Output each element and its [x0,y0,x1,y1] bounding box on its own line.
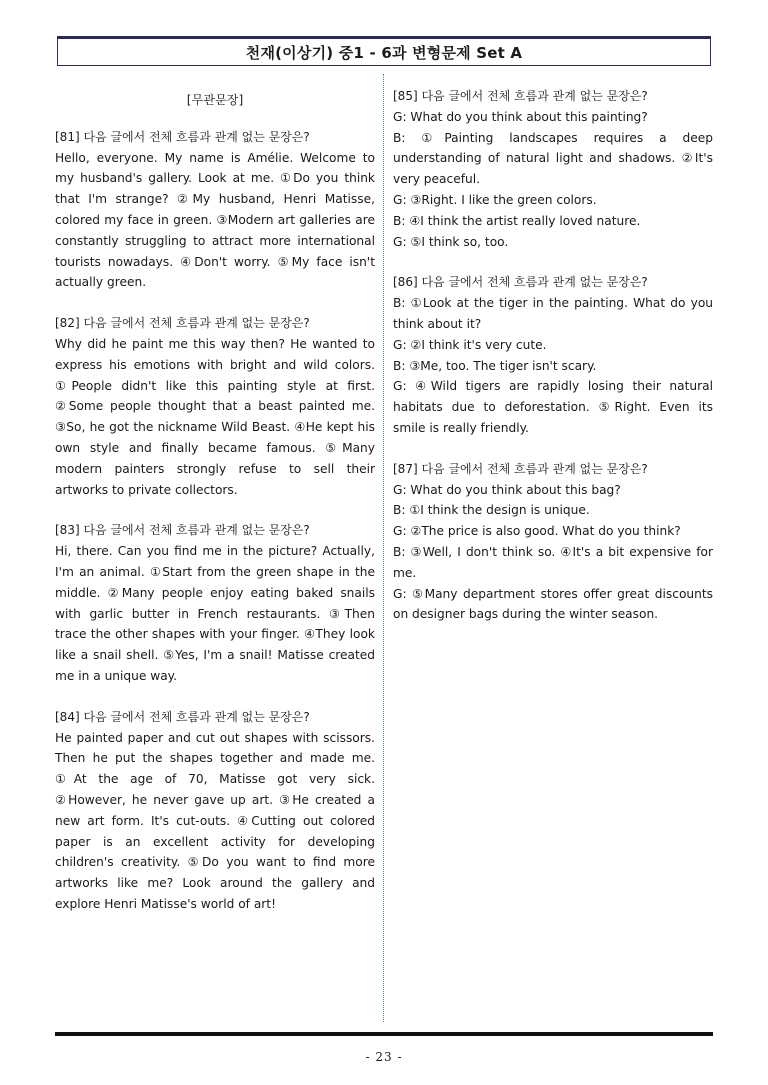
section-label: [무관문장] [186,93,244,107]
page-title: 천재(이상기) 중1 - 6과 변형문제 Set A [245,43,523,62]
dialogue [393,293,713,439]
question-passage: He painted paper and cut out shapes with scissors. Then he put the shapes together and made me. ①At the age of 70, Matisse got very sick. ②However, he never gave up art. ③He created a new art form. It's cut-outs. ④Cutting out colored paper is an excellent activity for developing children's creativity. ⑤Do you want to find more artworks like me? Look around the gallery and explore Henri Matisse's world of art! [55,730,375,911]
question-87 [393,459,713,625]
question-82 [55,313,375,500]
question-83 [55,520,375,686]
dialogue-line: B: ③Well, I don't think so. ④It's a bit expensive for me. [393,544,713,580]
dialogue-line: G: ⑤Many department stores offer great discounts on designer bags during the winter season. [393,586,713,622]
question-heading: [86] 다음 글에서 전체 흐름과 관계 없는 문장은? [393,275,648,290]
column-divider [383,74,384,1022]
question-heading: [85] 다음 글에서 전체 흐름과 관계 없는 문장은? [393,89,648,103]
page-header [57,36,711,66]
question-passage: Hello, everyone. My name is Amélie. Welcome to my husband's gallery. Look at me. ①Do you think that I'm strange? ②My husband, Henri Matisse, colored my face in green. ③Modern art galleries are constantly struggling to attract more international tourists nowadays. ④Don't worry. ⑤My face isn't actually green. [55,150,375,290]
dialogue-line: G: What do you think about this painting? [393,109,648,124]
dialogue [393,107,713,253]
dialogue-line: G: What do you think about this bag? [393,482,621,497]
right-column [393,86,713,645]
page-number: - 23 - [365,1050,403,1064]
question-heading: [84] 다음 글에서 전체 흐름과 관계 없는 문장은? [55,709,310,724]
question-heading: [87] 다음 글에서 전체 흐름과 관계 없는 문장은? [393,461,648,476]
dialogue-line: G: ⑤I think so, too. [393,234,509,249]
dialogue-line: G: ②I think it's very cute. [393,337,547,352]
left-column [55,86,375,935]
question-85 [393,86,713,252]
dialogue-line: B: ④I think the artist really loved nature. [393,213,641,228]
dialogue-line: B: ①Look at the tiger in the painting. What do you think about it? [393,296,713,331]
dialogue-line: G: ④Wild tigers are rapidly losing their natural habitats due to deforestation. ⑤Right. Even its smile is really friendly. [393,379,713,435]
question-heading: [81] 다음 글에서 전체 흐름과 관계 없는 문장은? [55,129,310,144]
dialogue-line: B: ③Me, too. The tiger isn't scary. [393,358,597,373]
question-heading: [83] 다음 글에서 전체 흐름과 관계 없는 문장은? [55,523,310,538]
question-heading: [82] 다음 글에서 전체 흐름과 관계 없는 문장은? [55,316,310,331]
question-84 [55,707,375,915]
dialogue-line: G: ②The price is also good. What do you think? [393,524,681,539]
question-passage: Why did he paint me this way then? He wanted to express his emotions with bright and wild colors. ①People didn't like this painting style at first. ②Some people thought that a beast painted me. ③So, he got the nickname Wild Beast. ④He kept his own style and finally became famous. ⑤Many modern painters strongly refuse to sell their artworks to private collectors. [55,336,375,497]
dialogue [393,480,713,626]
dialogue-line: G: ③Right. I like the green colors. [393,192,597,207]
footer-rule [55,1032,713,1036]
dialogue-line: B: ①Painting landscapes requires a deep understanding of natural light and shadows. ②It's very peaceful. [393,130,713,187]
question-86 [393,272,713,438]
question-passage: Hi, there. Can you find me in the picture? Actually, I'm an animal. ①Start from the green shape in the middle. ②Many people enjoy eating baked snails with garlic butter in French restaurants. ③Then trace the other shapes with your finger. ④They look like a snail shell. ⑤Yes, I'm a snail! Matisse created me in a unique way. [55,544,375,683]
question-81 [55,127,375,293]
dialogue-line: B: ①I think the design is unique. [393,503,590,518]
